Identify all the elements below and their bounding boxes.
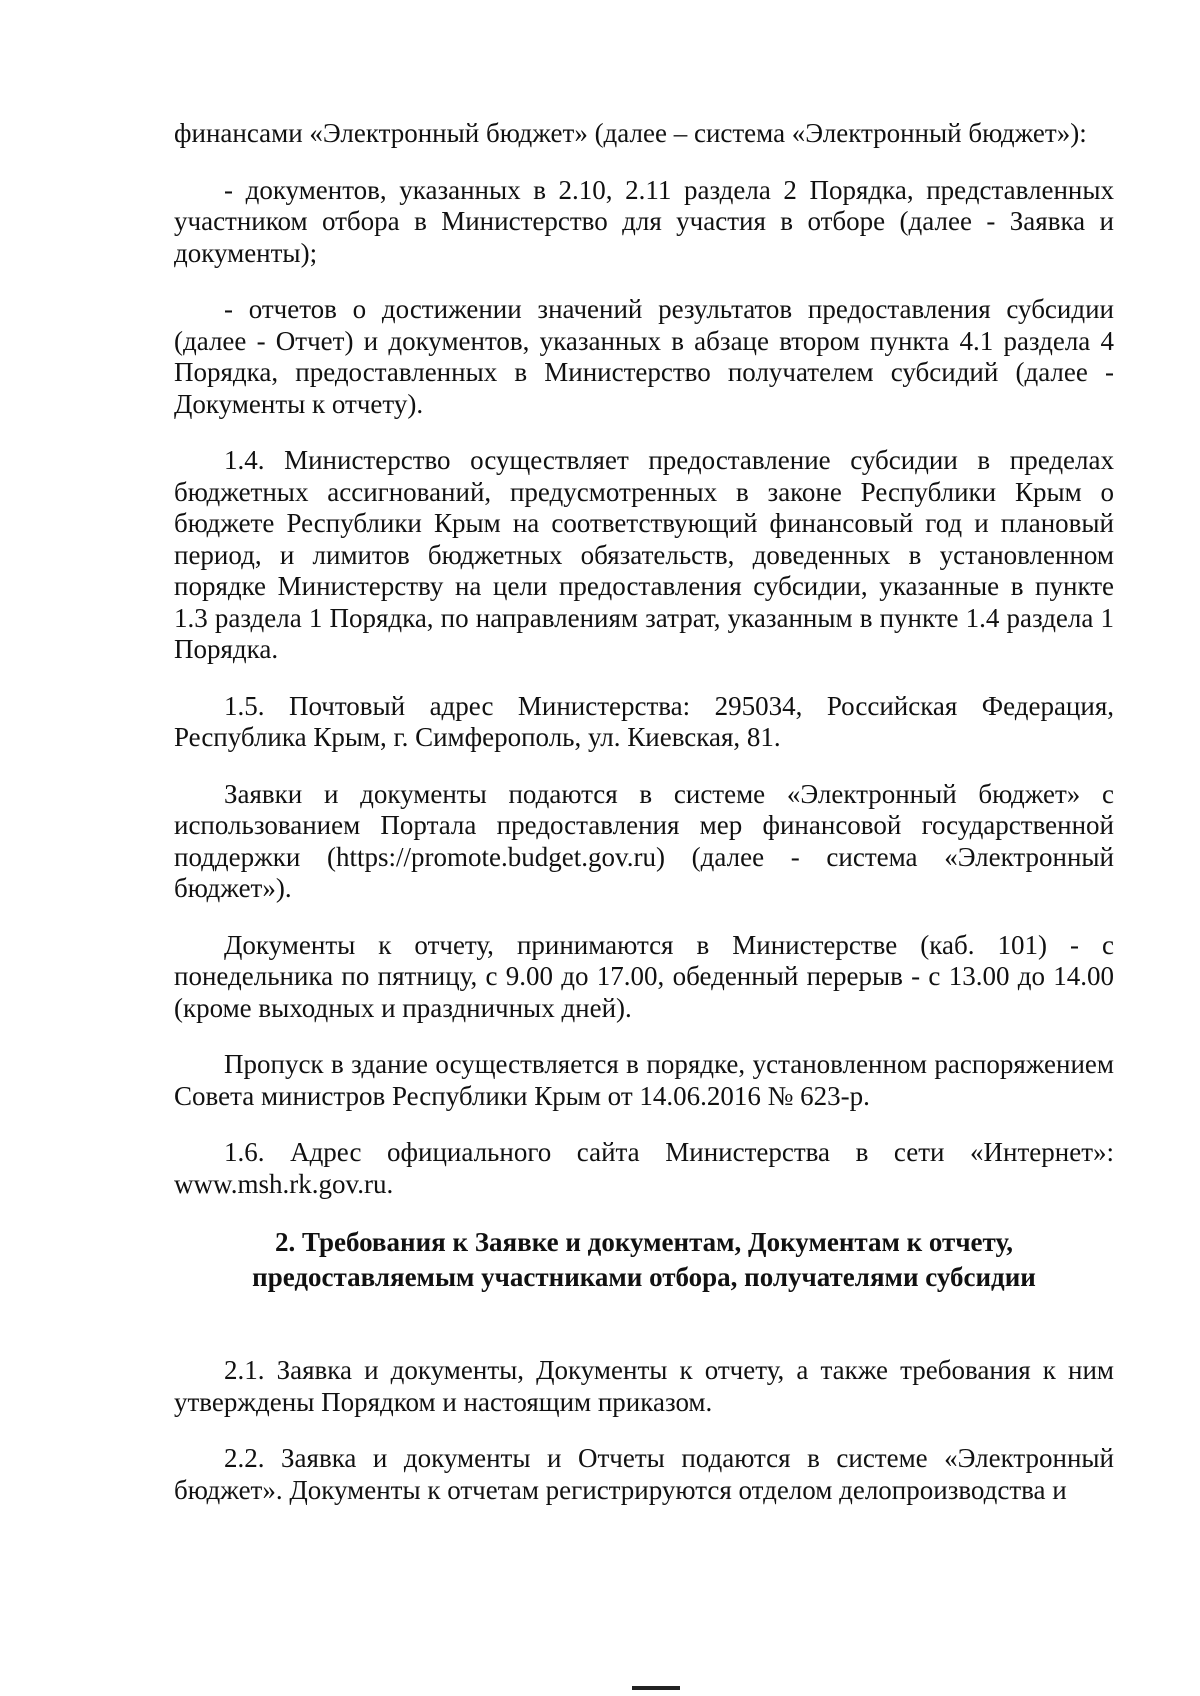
paragraph-1-4: 1.4. Министерство осуществляет предоставление субсидии в пределах бюджетных ассигнований, предусмотренных в законе Республики Крым о бюджете Республики Крым на соответствующий финансовый год и плановый период, и лимитов бюджетных обязательств, доведенных в установленном порядке Министерству на цели предоставления субсидии, указанные в пункте 1.3 раздела 1 Порядка, по направлениям затрат, указанным в пункте 1.4 раздела 1 Порядка.	[174, 445, 1114, 664]
section-2-heading	[174, 1225, 1114, 1295]
paragraph-bullet-reports: - отчетов о достижении значений результатов предоставления субсидии (далее - Отчет) и документов, указанных в абзаце втором пункта 4.1 раздела 4 Порядка, предоставленных в Министерство получателем субсидий (далее - Документы к отчету).	[174, 294, 1114, 419]
paragraph-1-5-postal-address: 1.5. Почтовый адрес Министерства: 295034, Российская Федерация, Республика Крым, г. Симферополь, ул. Киевская, 81.	[174, 690, 1114, 752]
section-2-heading-line2: предоставляемым участниками отбора, получателями субсидии	[252, 1262, 1036, 1292]
section-2-heading-line1: 2. Требования к Заявке и документам, Документам к отчету,	[274, 1227, 1013, 1257]
paragraph-system-definition: финансами «Электронный бюджет» (далее – система «Электронный бюджет»):	[174, 118, 1087, 148]
paragraph-bullet-application-documents: - документов, указанных в 2.10, 2.11 раздела 2 Порядка, представленных участником отбора в Министерство для участия в отборе (далее - Заявка и документы);	[174, 174, 1114, 268]
paragraph-report-documents-hours: Документы к отчету, принимаются в Министерстве (каб. 101) - с понедельника по пятницу, с 9.00 до 17.00, обеденный перерыв - с 13.00 до 14.00 (кроме выходных и праздничных дней).	[174, 929, 1114, 1023]
paragraph-1-6-website: 1.6. Адрес официального сайта Министерства в сети «Интернет»: www.msh.rk.gov.ru.	[174, 1137, 1114, 1199]
paragraph-2-1: 2.1. Заявка и документы, Документы к отчету, а также требования к ним утверждены Порядком и настоящим приказом.	[174, 1355, 1114, 1417]
paragraph-building-pass: Пропуск в здание осуществляется в порядке, установленном распоряжением Совета министров Республики Крым от 14.06.2016 № 623-р.	[174, 1049, 1114, 1111]
paragraph-applications-submission: Заявки и документы подаются в системе «Электронный бюджет» с использованием Портала предоставления мер финансовой государственной поддержки (https://promote.budget.gov.ru) (далее - система «Электронный бюджет»).	[174, 778, 1114, 903]
document-page	[174, 118, 1114, 1531]
paragraph-2-2: 2.2. Заявка и документы и Отчеты подаются в системе «Электронный бюджет». Документы к отчетам регистрируются отделом делопроизводства и	[174, 1443, 1114, 1505]
page-number-mark	[632, 1686, 680, 1690]
